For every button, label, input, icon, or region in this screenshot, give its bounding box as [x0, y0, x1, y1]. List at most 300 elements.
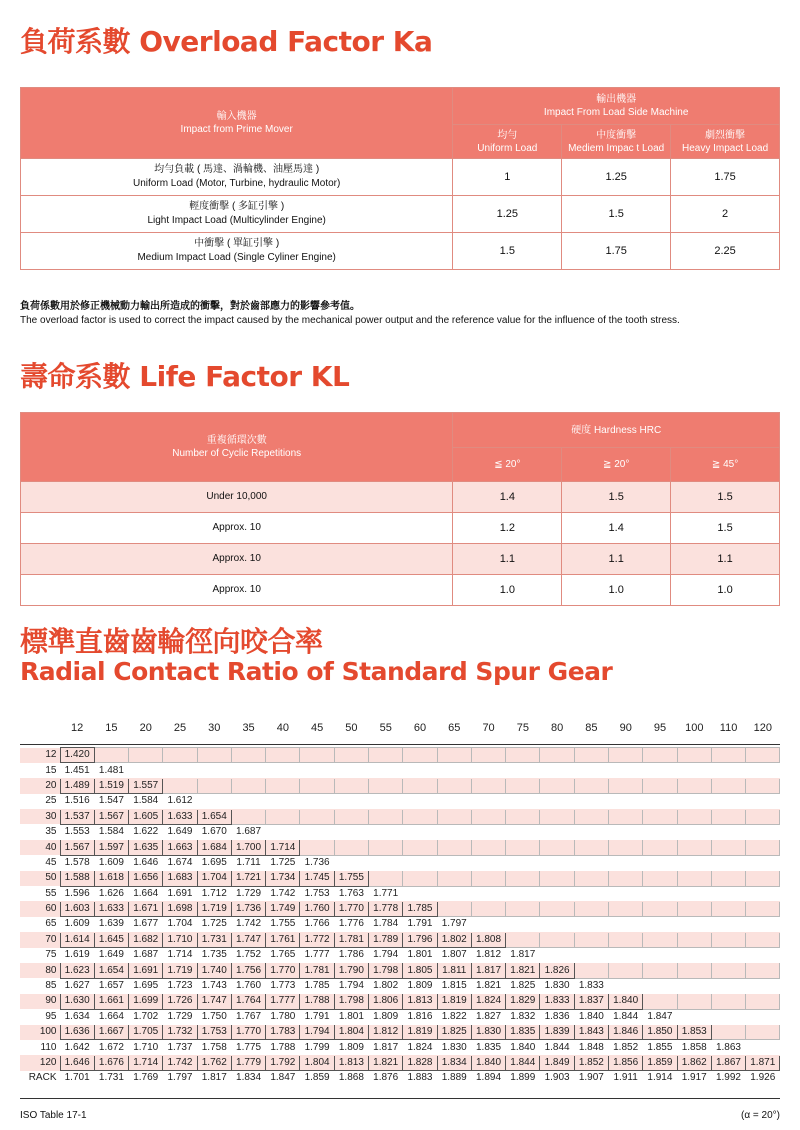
- table-cell: 1.813: [334, 1055, 368, 1070]
- table-cell: 1.654: [197, 809, 231, 824]
- overload-title: 負荷系數 Overload Factor Ka: [20, 25, 433, 58]
- table-cell: 1.1: [562, 544, 671, 575]
- table-row: [20, 855, 780, 870]
- footer-pressure-angle: (α = 20°): [741, 1110, 780, 1121]
- table-cell: 1.839: [540, 1025, 574, 1040]
- table-cell: 1.847: [270, 1072, 296, 1084]
- table-cell: 1.642: [64, 1041, 90, 1053]
- table-cell: 1.740: [197, 963, 231, 978]
- table-cell: 1.732: [163, 1025, 197, 1040]
- table-cell: 1.734: [266, 871, 300, 886]
- header-en: Impact from Prime Mover: [180, 124, 293, 135]
- table-cell: 1.755: [270, 918, 296, 930]
- table-cell: 1.597: [94, 840, 128, 855]
- table-cell: 1.761: [266, 932, 300, 947]
- table-cell: 1.819: [437, 994, 471, 1009]
- table-cell: 2.25: [671, 233, 780, 270]
- table-cell: 1.5: [671, 513, 780, 544]
- table-cell: 2: [671, 196, 780, 233]
- table-cell: 1.917: [681, 1072, 707, 1084]
- empty-cell: [609, 794, 643, 809]
- row-label: 40: [20, 840, 60, 855]
- empty-cell: [540, 901, 574, 916]
- empty-cell: [677, 978, 711, 993]
- table-cell: 1.769: [133, 1072, 159, 1084]
- header-en: Impact From Load Side Machine: [543, 107, 689, 118]
- table-cell: 1.840: [609, 994, 643, 1009]
- table-cell: 1.742: [163, 1055, 197, 1070]
- empty-cell: [403, 748, 437, 763]
- empty-cell: [437, 763, 471, 778]
- empty-cell: [609, 886, 643, 901]
- table-cell: 1: [453, 159, 562, 196]
- table-cell: 1.794: [338, 980, 364, 992]
- empty-cell: [471, 778, 505, 793]
- table-cell: 1.649: [98, 949, 124, 961]
- table-cell: 1.764: [231, 994, 265, 1009]
- table-cell: 1.830: [544, 980, 570, 992]
- row-label: 12: [20, 748, 60, 763]
- empty-cell: [369, 855, 403, 870]
- empty-cell: [506, 840, 540, 855]
- table-cell: 1.843: [574, 1025, 608, 1040]
- table-cell: 1.911: [613, 1072, 638, 1084]
- table-cell: 1.785: [304, 980, 330, 992]
- empty-cell: [609, 871, 643, 886]
- subcol-en: Heavy Impact Load: [681, 142, 769, 154]
- empty-cell: [266, 778, 300, 793]
- row-label: [21, 233, 453, 270]
- table-cell: 1.670: [201, 826, 227, 838]
- subcol-zh: 中度衝擊: [596, 129, 637, 141]
- empty-cell: [746, 1040, 780, 1055]
- table-cell: 1.691: [167, 887, 193, 899]
- row-label: [21, 196, 453, 233]
- table-cell: 1.835: [476, 1041, 502, 1053]
- table-cell: 1.903: [544, 1072, 570, 1084]
- empty-cell: [163, 748, 197, 763]
- empty-cell: [403, 824, 437, 839]
- column-header: 70: [482, 722, 495, 734]
- header-zh: 輸出機器: [596, 94, 637, 105]
- table-cell: 1.756: [231, 963, 265, 978]
- table-cell: 1.657: [98, 980, 124, 992]
- empty-cell: [643, 932, 677, 947]
- table-cell: 1.711: [236, 856, 261, 868]
- subcol-zh: 均勻: [497, 129, 518, 141]
- table-cell: 1.862: [677, 1055, 711, 1070]
- row-label: [21, 159, 453, 196]
- table-cell: 1.710: [133, 1041, 159, 1053]
- table-cell: 1.451: [64, 764, 90, 776]
- contact-column-headers: [20, 722, 780, 740]
- table-cell: 1.553: [64, 826, 90, 838]
- table-row: [21, 575, 780, 606]
- table-cell: 1.830: [441, 1041, 467, 1053]
- table-cell: 1.767: [236, 1010, 262, 1022]
- empty-cell: [403, 840, 437, 855]
- empty-cell: [506, 932, 540, 947]
- table-cell: 1.702: [133, 1010, 159, 1022]
- empty-cell: [129, 763, 163, 778]
- table-cell: 1.812: [369, 1025, 403, 1040]
- table-cell: 1.763: [338, 887, 364, 899]
- empty-cell: [471, 917, 505, 932]
- empty-cell: [574, 932, 608, 947]
- table-cell: 1.899: [510, 1072, 536, 1084]
- table-cell: 1.835: [506, 1025, 540, 1040]
- empty-cell: [540, 886, 574, 901]
- empty-cell: [643, 763, 677, 778]
- table-cell: 1.821: [476, 980, 502, 992]
- empty-cell: [643, 871, 677, 886]
- table-cell: 1.790: [334, 963, 368, 978]
- table-cell: 1.698: [163, 901, 197, 916]
- life-subcol-header: ≧ 20°: [562, 448, 671, 482]
- table-cell: 1.807: [441, 949, 467, 961]
- empty-cell: [540, 917, 574, 932]
- table-cell: 1.822: [441, 1010, 467, 1022]
- empty-cell: [231, 748, 265, 763]
- empty-cell: [574, 778, 608, 793]
- empty-cell: [231, 763, 265, 778]
- empty-cell: [266, 809, 300, 824]
- empty-cell: [711, 1025, 745, 1040]
- subcol-en: Uniform Load: [477, 142, 538, 154]
- table-cell: 1.789: [369, 932, 403, 947]
- empty-cell: [711, 901, 745, 916]
- empty-cell: [540, 948, 574, 963]
- empty-cell: [746, 1025, 780, 1040]
- table-cell: 1.760: [300, 901, 334, 916]
- table-cell: 1.667: [94, 1025, 128, 1040]
- table-cell: 1.811: [437, 963, 471, 978]
- table-cell: 1.834: [236, 1072, 262, 1084]
- table-cell: 1.753: [197, 1025, 231, 1040]
- row-label: 35: [45, 826, 57, 838]
- table-cell: 1.635: [129, 840, 163, 855]
- column-header: 120: [753, 722, 773, 734]
- empty-cell: [609, 948, 643, 963]
- table-cell: 1.853: [677, 1025, 711, 1040]
- table-cell: 1.609: [98, 856, 124, 868]
- table-cell: 1.695: [201, 856, 227, 868]
- empty-cell: [746, 871, 780, 886]
- table-cell: 1.671: [129, 901, 163, 916]
- header-zh: 重複循環次數: [206, 435, 267, 446]
- table-cell: 1.806: [369, 994, 403, 1009]
- empty-cell: [300, 748, 334, 763]
- empty-cell: [403, 886, 437, 901]
- empty-cell: [677, 886, 711, 901]
- table-cell: 1.766: [304, 918, 330, 930]
- overload-output-header: [453, 88, 780, 125]
- empty-cell: [266, 824, 300, 839]
- contact-ratio-table: [20, 747, 780, 1087]
- empty-cell: [677, 963, 711, 978]
- empty-cell: [643, 840, 677, 855]
- column-header: 25: [173, 722, 187, 734]
- empty-cell: [471, 794, 505, 809]
- empty-cell: [609, 840, 643, 855]
- table-cell: 1.630: [60, 994, 94, 1009]
- table-cell: 1.780: [270, 1010, 296, 1022]
- column-header: 55: [379, 722, 392, 734]
- empty-cell: [471, 871, 505, 886]
- empty-cell: [677, 1009, 711, 1024]
- table-cell: 1.855: [647, 1041, 673, 1053]
- table-row: [20, 778, 780, 793]
- empty-cell: [609, 824, 643, 839]
- empty-cell: [711, 809, 745, 824]
- empty-cell: [677, 763, 711, 778]
- table-cell: 1.791: [407, 918, 433, 930]
- table-cell: 1.753: [304, 887, 330, 899]
- column-header: 45: [311, 722, 324, 734]
- table-cell: 1.773: [270, 980, 296, 992]
- table-row: [20, 932, 780, 947]
- table-row: [21, 159, 780, 196]
- table-cell: 1.537: [60, 809, 94, 824]
- table-cell: 1.719: [163, 963, 197, 978]
- table-cell: 1.794: [373, 949, 399, 961]
- row-label: 90: [20, 994, 60, 1009]
- table-row: [21, 513, 780, 544]
- table-cell: 1.584: [98, 826, 124, 838]
- empty-cell: [677, 901, 711, 916]
- table-cell: 1.731: [197, 932, 231, 947]
- table-cell: 1.992: [715, 1072, 741, 1084]
- table-cell: 1.661: [94, 994, 128, 1009]
- table-cell: 1.799: [304, 1041, 330, 1053]
- empty-cell: [540, 855, 574, 870]
- table-row: [20, 901, 780, 916]
- overload-input-header: [21, 88, 453, 159]
- empty-cell: [163, 763, 197, 778]
- table-cell: 1.840: [578, 1010, 604, 1022]
- row-label: Approx. 10: [21, 513, 453, 544]
- table-cell: 1.664: [98, 1010, 124, 1022]
- table-row: [20, 1040, 780, 1055]
- column-header: 110: [719, 722, 738, 734]
- table-cell: 1.834: [437, 1055, 471, 1070]
- empty-cell: [540, 809, 574, 824]
- empty-cell: [129, 748, 163, 763]
- table-cell: 1.770: [231, 1025, 265, 1040]
- empty-cell: [711, 917, 745, 932]
- table-cell: 1.704: [167, 918, 193, 930]
- table-cell: 1.646: [60, 1055, 94, 1070]
- empty-cell: [334, 763, 368, 778]
- table-row: [20, 824, 780, 839]
- table-row: [21, 482, 780, 513]
- table-cell: 1.876: [373, 1072, 399, 1084]
- table-row: [20, 748, 780, 763]
- empty-cell: [746, 809, 780, 824]
- life-cycles-header: [21, 413, 453, 482]
- empty-cell: [643, 886, 677, 901]
- table-cell: 1.714: [129, 1055, 163, 1070]
- table-cell: 1.850: [643, 1025, 677, 1040]
- empty-cell: [746, 1009, 780, 1024]
- empty-cell: [540, 748, 574, 763]
- table-cell: 1.801: [407, 949, 433, 961]
- empty-cell: [506, 794, 540, 809]
- empty-cell: [643, 794, 677, 809]
- empty-cell: [300, 824, 334, 839]
- empty-cell: [334, 824, 368, 839]
- empty-cell: [643, 778, 677, 793]
- contact-title-zh: 標準直齒齒輪徑向咬合率: [20, 625, 323, 658]
- row-label: 95: [45, 1010, 57, 1022]
- table-cell: 1.808: [471, 932, 505, 947]
- empty-cell: [574, 886, 608, 901]
- table-cell: 1.813: [403, 994, 437, 1009]
- table-cell: 1.858: [681, 1041, 707, 1053]
- table-cell: 1.633: [163, 809, 197, 824]
- empty-cell: [677, 824, 711, 839]
- table-cell: 1.687: [236, 826, 262, 838]
- contact-top-rule: [20, 744, 780, 745]
- empty-cell: [231, 809, 265, 824]
- table-cell: 1.710: [163, 932, 197, 947]
- empty-cell: [197, 794, 231, 809]
- table-cell: 1.871: [746, 1055, 780, 1070]
- contact-title-en: Radial Contact Ratio of Standard Spur Gear: [20, 657, 613, 686]
- row-label: Approx. 10: [21, 544, 453, 575]
- empty-cell: [711, 994, 745, 1009]
- empty-cell: [403, 871, 437, 886]
- table-cell: 1.812: [476, 949, 502, 961]
- table-cell: 1.687: [133, 949, 159, 961]
- table-cell: 1.626: [98, 887, 124, 899]
- empty-cell: [540, 763, 574, 778]
- empty-cell: [437, 840, 471, 855]
- row-label-en: Light Impact Load (Multicylinder Engine): [147, 215, 326, 226]
- table-row: [20, 948, 780, 963]
- table-cell: 1.844: [506, 1055, 540, 1070]
- table-cell: 1.765: [270, 949, 296, 961]
- table-cell: 1.832: [510, 1010, 536, 1022]
- table-cell: 1.802: [437, 932, 471, 947]
- table-row: [20, 794, 780, 809]
- table-cell: 1.779: [231, 1055, 265, 1070]
- table-cell: 1.721: [231, 871, 265, 886]
- table-cell: 1.809: [407, 980, 433, 992]
- empty-cell: [540, 794, 574, 809]
- empty-cell: [266, 794, 300, 809]
- table-cell: 1.804: [300, 1055, 334, 1070]
- table-cell: 1.4: [562, 513, 671, 544]
- empty-cell: [643, 917, 677, 932]
- table-cell: 1.5: [562, 482, 671, 513]
- empty-cell: [437, 794, 471, 809]
- table-cell: 1.747: [231, 932, 265, 947]
- table-cell: 1.634: [64, 1010, 90, 1022]
- empty-cell: [471, 855, 505, 870]
- table-cell: 1.868: [338, 1072, 364, 1084]
- empty-cell: [746, 932, 780, 947]
- row-label: 45: [45, 856, 57, 868]
- row-label: 110: [40, 1041, 57, 1053]
- table-cell: 1.755: [334, 871, 368, 886]
- column-header: 75: [516, 722, 529, 734]
- empty-cell: [609, 763, 643, 778]
- empty-cell: [746, 855, 780, 870]
- table-cell: 1.557: [129, 778, 163, 793]
- table-cell: 1.797: [441, 918, 467, 930]
- empty-cell: [643, 963, 677, 978]
- empty-cell: [643, 809, 677, 824]
- table-row: [21, 196, 780, 233]
- empty-cell: [403, 855, 437, 870]
- table-cell: 1.819: [403, 1025, 437, 1040]
- empty-cell: [369, 809, 403, 824]
- table-cell: 1.691: [129, 963, 163, 978]
- column-header: 100: [685, 722, 704, 734]
- column-header: 50: [345, 722, 358, 734]
- empty-cell: [746, 778, 780, 793]
- row-label: 85: [45, 980, 57, 992]
- table-cell: 1.614: [60, 932, 94, 947]
- life-title: 壽命系數 Life Factor KL: [20, 360, 350, 393]
- empty-cell: [471, 748, 505, 763]
- table-cell: 1.750: [201, 1010, 227, 1022]
- row-label: Under 10,000: [21, 482, 453, 513]
- table-cell: 1.725: [270, 856, 296, 868]
- empty-cell: [369, 824, 403, 839]
- table-cell: 1.817: [471, 963, 505, 978]
- contact-bottom-rule: [20, 1098, 780, 1099]
- empty-cell: [677, 871, 711, 886]
- overload-note-zh: 負荷係數用於修正機械動力輸出所造成的衝擊，對於齒部應力的影響參考值。: [20, 301, 360, 312]
- table-cell: 1.821: [369, 1055, 403, 1070]
- empty-cell: [163, 778, 197, 793]
- table-cell: 1.844: [544, 1041, 570, 1053]
- table-cell: 1.762: [197, 1055, 231, 1070]
- table-cell: 1.0: [453, 575, 562, 606]
- column-header: 12: [71, 722, 84, 734]
- table-row: [20, 1009, 780, 1024]
- empty-cell: [506, 886, 540, 901]
- empty-cell: [711, 855, 745, 870]
- table-cell: 1.844: [613, 1010, 639, 1022]
- table-cell: 1.567: [94, 809, 128, 824]
- table-cell: 1.836: [544, 1010, 570, 1022]
- table-cell: 1.837: [574, 994, 608, 1009]
- table-cell: 1.824: [471, 994, 505, 1009]
- table-cell: 1.801: [338, 1010, 364, 1022]
- empty-cell: [334, 809, 368, 824]
- empty-cell: [369, 763, 403, 778]
- table-cell: 1.588: [60, 871, 94, 886]
- row-label-en: Medium Impact Load (Single Cyliner Engine): [137, 252, 336, 263]
- table-cell: 1.726: [163, 994, 197, 1009]
- row-label: 65: [45, 918, 57, 930]
- table-cell: 1.760: [236, 980, 262, 992]
- table-cell: 1.815: [441, 980, 467, 992]
- table-cell: 1.840: [471, 1055, 505, 1070]
- empty-cell: [197, 778, 231, 793]
- empty-cell: [574, 917, 608, 932]
- table-cell: 1.783: [266, 1025, 300, 1040]
- table-cell: 1.75: [671, 159, 780, 196]
- table-cell: 1.777: [266, 994, 300, 1009]
- empty-cell: [711, 840, 745, 855]
- table-cell: 1.646: [133, 856, 159, 868]
- table-cell: 1.758: [201, 1041, 227, 1053]
- table-cell: 1.785: [403, 901, 437, 916]
